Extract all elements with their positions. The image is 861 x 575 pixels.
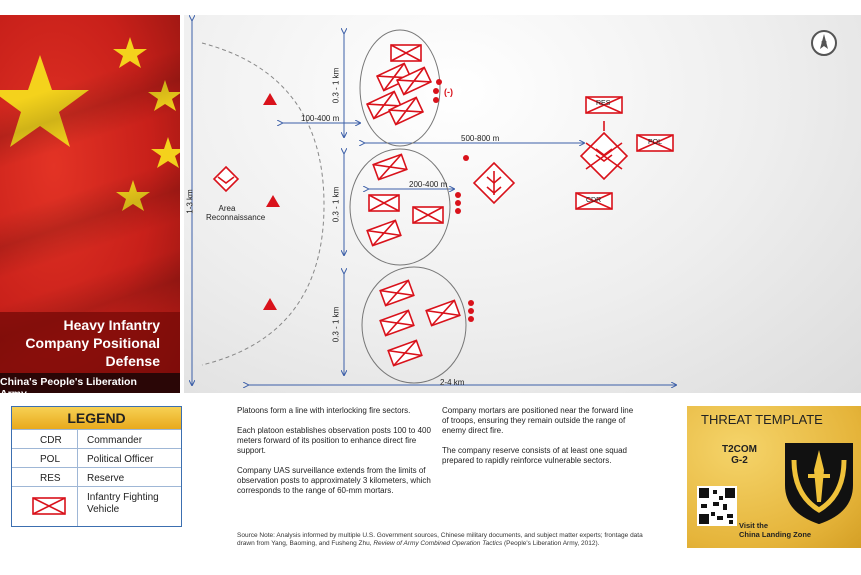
note-col2-p2: The company reserve consists of at least one squad prepared to rapidly reinforce vulnerable sectors. [442,446,627,465]
platoon-1-ifvs [367,45,431,125]
legend-row [12,429,181,448]
frontage-label: 2-4 km [440,378,465,387]
op-distance-mid-label: 200-400 m [409,180,448,189]
ifv-icon [391,45,421,61]
op-triangle-icon [266,195,280,207]
visit-line1: Visit the [739,521,769,530]
threat-template-panel [687,406,861,548]
visit-line2: China Landing Zone [739,530,812,539]
title-box [0,312,180,400]
platoon-3-ifvs [380,280,460,365]
source-note-suffix: (People's Liberation Army, 2012). [502,540,600,547]
legend-code: CDR [40,435,62,446]
ifv-icon [380,280,414,305]
platoon-depth-label-2: 0.3 - 1 km [331,186,341,223]
qr-code-icon[interactable] [697,486,737,526]
legend [11,406,182,527]
ifv-icon [367,220,401,245]
recon-range-label: 1-3 km [185,189,195,214]
legend-row [12,448,181,467]
pol-label: POL [648,139,663,146]
area-recon-icon [214,167,238,191]
source-note-prefix: Source Note: Analysis informed by multiple U.S. Government sources, Chinese military documents, and subject matter experts; frontage data drawn from Yang, Baoming, and Fusheng Zhu, [237,532,643,547]
ifv-icon [413,207,443,223]
legend-title: LEGEND [12,407,181,429]
ifv-icon [32,497,66,515]
legend-desc: Political Officer [87,454,154,465]
page-subtitle: China's People's Liberation Army [0,376,137,400]
legend-row [12,486,181,526]
source-note-title: Review of Army Combined Operation Tactics [373,540,503,547]
note-col2-p1: Company mortars are positioned near the forward line of troops, ensuring they remain outside the range of enemy direct fire. [442,406,634,435]
legend-code: POL [40,454,61,465]
legend-desc: Reserve [87,473,125,484]
platoon-depth-label-1: 0.3 - 1 km [331,67,341,104]
diagram-panel [184,15,861,393]
diagram-graphics [184,15,861,393]
area-recon-label: Area Reconnaissance [206,204,266,222]
note-col1-p1: Platoons form a line with interlocking fire sectors. [237,406,411,415]
company-hq-icon [474,163,514,203]
org-line2: G-2 [731,455,748,466]
legend-code: RES [40,473,61,484]
org-line1: T2COM [722,444,757,455]
cdr-label: CDR [586,197,602,204]
page-title: Heavy Infantry Company Positional Defense [25,317,160,369]
legend-row [12,467,181,486]
subtitle-bar [0,373,180,400]
source-note [237,532,657,548]
reserve-distance-label: 500-800 m [461,134,500,143]
legend-desc: Infantry Fighting Vehicle [87,492,159,515]
org-label [722,444,757,466]
note-col1-p3: Company UAS surveillance extends from the limits of observation posts to approximately 3 kilometers, which corresponds to the range of 60-mm mortars. [237,466,431,495]
platoon-depth-label-3: 0.3 - 1 km [331,306,341,343]
mortar-mark-label: (-) [444,87,453,97]
mortar-icon [433,79,474,322]
legend-desc: Commander [87,435,143,446]
ifv-icon [369,195,399,211]
compass-icon [812,31,836,55]
op-triangle-icon [263,93,277,105]
svg-text:N: N [821,40,827,49]
visit-label [739,521,811,539]
t2com-shield-icon [784,440,854,525]
note-col1-p2: Each platoon establishes observation posts 100 to 400 meters forward of its position to enhance direct fire support. [237,426,431,455]
ifv-icon [388,340,422,365]
ifv-icon [380,310,414,335]
op-distance-top-label: 100-400 m [301,114,340,123]
ifv-icon [373,154,407,179]
platoon-2-ifvs [367,154,443,245]
op-triangle-icon [263,298,277,310]
threat-title: THREAT TEMPLATE [701,412,823,427]
res-label: RES [596,100,611,107]
ifv-icon [426,300,460,325]
